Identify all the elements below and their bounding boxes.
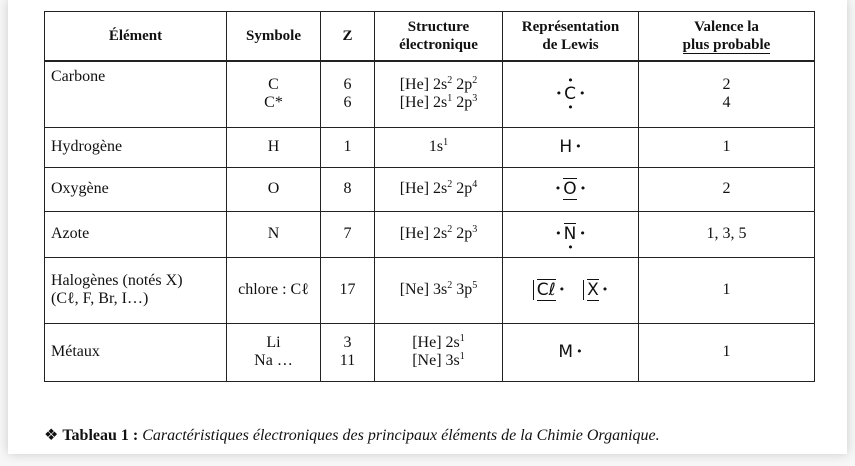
header-symbol: Symbole bbox=[227, 12, 321, 62]
header-lewis: Représentation de Lewis bbox=[503, 12, 639, 62]
electron-structure: [He] $2s^2$ $2p^3$ bbox=[375, 211, 503, 257]
electron-structure: [He] $2s^1$ bbox=[412, 333, 465, 351]
atomic-number: 11 bbox=[339, 352, 356, 369]
valence: 2 bbox=[722, 76, 731, 94]
valence: 1, 3, 5 bbox=[639, 211, 815, 257]
lewis-structure: • O • bbox=[555, 179, 586, 199]
symbol: C bbox=[268, 76, 279, 94]
electron-structure: [Ne] $3s^1$ bbox=[412, 351, 465, 369]
atomic-number: 6 bbox=[343, 94, 352, 112]
lewis-structure-halogen: X • bbox=[583, 280, 608, 300]
elements-table bbox=[44, 11, 815, 382]
header-z: Z bbox=[321, 12, 375, 62]
table-row-oxygene bbox=[45, 167, 815, 211]
electron-structure: [He] $2s^2$ $2p^2$ bbox=[399, 75, 478, 94]
valence: 1 bbox=[639, 323, 815, 381]
electron-structure: [He] $2s^2$ $2p^4$ bbox=[375, 167, 503, 211]
table-caption bbox=[44, 425, 660, 445]
atomic-number: 3 bbox=[343, 334, 352, 351]
header-element: Élément bbox=[45, 12, 227, 62]
atomic-number: 6 bbox=[343, 76, 352, 94]
caption-label: Tableau 1 : bbox=[62, 427, 139, 444]
element-name: Hydrogène bbox=[45, 127, 227, 167]
document-page bbox=[8, 0, 847, 454]
header-valence: Valence la plus probable bbox=[639, 12, 815, 62]
table-row-halogenes bbox=[45, 257, 815, 323]
valence: 2 bbox=[639, 167, 815, 211]
table-row-hydrogene bbox=[45, 127, 815, 167]
electron-structure: $1s^1$ bbox=[375, 127, 503, 167]
element-name: Oxygène bbox=[45, 167, 227, 211]
table-row-azote bbox=[45, 211, 815, 257]
valence: 1 bbox=[639, 257, 815, 323]
valence: 1 bbox=[639, 127, 815, 167]
symbol: chlore : Cℓ bbox=[227, 257, 321, 323]
header-structure: Structure électronique bbox=[375, 12, 503, 62]
lewis-structure: • • C • • bbox=[556, 84, 586, 104]
atomic-number: 17 bbox=[321, 257, 375, 323]
atomic-number: 7 bbox=[321, 211, 375, 257]
atomic-number: 8 bbox=[321, 167, 375, 211]
symbol: O bbox=[227, 167, 321, 211]
symbol: H bbox=[227, 127, 321, 167]
table-row-carbone bbox=[45, 61, 815, 127]
lewis-structure-chlore: Cℓ • bbox=[533, 280, 565, 300]
element-name: Azote bbox=[45, 211, 227, 257]
electron-structure: [Ne] $3s^2$ $3p^5$ bbox=[375, 257, 503, 323]
bullet-icon: ❖ bbox=[44, 427, 59, 444]
atomic-number: 1 bbox=[321, 127, 375, 167]
symbol: Na … bbox=[254, 352, 293, 369]
lewis-structure: H • bbox=[559, 137, 581, 157]
symbol: N bbox=[227, 211, 321, 257]
electron-structure-excited: [He] $2s^1$ $2p^3$ bbox=[399, 93, 478, 112]
valence-excited: 4 bbox=[722, 94, 731, 112]
table-header-row bbox=[45, 12, 815, 62]
symbol-excited: C* bbox=[264, 94, 283, 112]
lewis-structure: • N • • bbox=[555, 224, 586, 244]
table-row-metaux bbox=[45, 323, 815, 381]
element-name: Métaux bbox=[45, 323, 227, 381]
lewis-structure: M • bbox=[558, 342, 582, 362]
symbol: Li bbox=[266, 334, 281, 351]
element-name: Halogènes (notés X) (Cℓ, F, Br, I…) bbox=[45, 257, 227, 323]
caption-text: Caractéristiques électroniques des principaux éléments de la Chimie Organique. bbox=[142, 427, 660, 444]
element-name: Carbone bbox=[45, 61, 227, 127]
